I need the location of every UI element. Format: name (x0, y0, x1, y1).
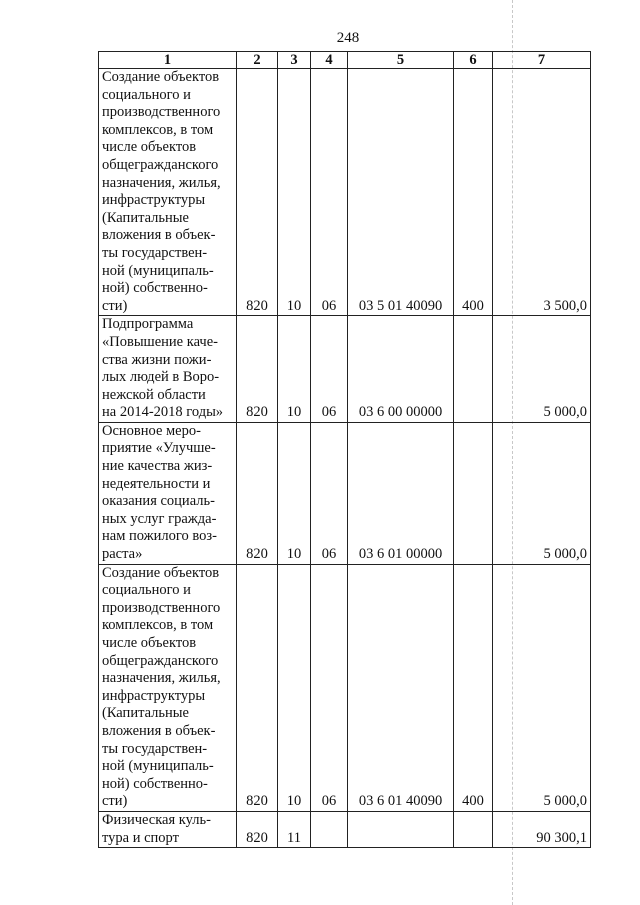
target-article-cell: 03 6 01 00000 (348, 422, 454, 564)
amount-cell: 5 000,0 (493, 422, 591, 564)
row-name-line: ства жизни пожи- (102, 351, 212, 368)
row-name-line: комплексов, в том (102, 617, 214, 634)
row-name-line: ты государствен- (102, 244, 208, 261)
row-name-line: сти) (102, 793, 128, 810)
budget-table (98, 51, 591, 848)
row-name-line: назначения, жилья, (102, 670, 221, 687)
amount-cell: 5 000,0 (493, 316, 591, 423)
ministry-code-cell: 820 (237, 69, 278, 316)
row-name-line: ной) собственно- (102, 280, 208, 297)
subsection-code-cell: 06 (311, 564, 348, 811)
row-name-line: вложения в объек- (102, 722, 216, 739)
header-row (99, 52, 591, 69)
table-row (99, 811, 591, 847)
subsection-code-cell: 06 (311, 316, 348, 423)
subsection-code-cell: 06 (311, 69, 348, 316)
row-name-cell (99, 316, 237, 423)
subsection-code-cell: 06 (311, 422, 348, 564)
row-name-line: общегражданского (102, 652, 219, 669)
row-name-line: лых людей в Воро- (102, 369, 220, 386)
section-code-cell: 10 (278, 316, 311, 423)
ministry-code-cell: 820 (237, 422, 278, 564)
row-name-cell (99, 69, 237, 316)
expense-type-cell (454, 316, 493, 423)
row-name-line: социального и (102, 582, 191, 599)
row-name-line: ной) собственно- (102, 775, 208, 792)
row-name-line: ние качества жиз- (102, 458, 213, 475)
ministry-code-cell: 820 (237, 316, 278, 423)
header-col-2: 2 (237, 52, 278, 69)
row-name-line: общегражданского (102, 156, 219, 173)
header-col-4: 4 (311, 52, 348, 69)
row-name-line: назначения, жилья, (102, 174, 221, 191)
section-code-cell: 11 (278, 811, 311, 847)
target-article-cell (348, 811, 454, 847)
row-name-line: Создание объектов (102, 564, 220, 581)
row-name-cell (99, 564, 237, 811)
row-name-line: комплексов, в том (102, 121, 214, 138)
amount-cell: 5 000,0 (493, 564, 591, 811)
row-name-line: числе объектов (102, 139, 197, 156)
target-article-cell: 03 6 01 40090 (348, 564, 454, 811)
row-name-line: социального и (102, 86, 191, 103)
row-name-line: инфраструктуры (102, 192, 206, 209)
row-name-line: ты государствен- (102, 740, 208, 757)
header-col-3: 3 (278, 52, 311, 69)
row-name-line: ной (муниципаль- (102, 758, 214, 775)
row-name-line: производственного (102, 599, 221, 616)
row-name-line: нежской области (102, 386, 206, 403)
table-row (99, 564, 591, 811)
header-col-5: 5 (348, 52, 454, 69)
expense-type-cell (454, 422, 493, 564)
row-name-line: числе объектов (102, 635, 197, 651)
row-name-line: вложения в объек- (102, 227, 216, 244)
row-name-line: Основное меро- (102, 422, 201, 439)
row-name-line: тура и спорт (102, 829, 179, 846)
target-article-cell: 03 6 00 00000 (348, 316, 454, 423)
ministry-code-cell: 820 (237, 811, 278, 847)
row-name-line: «Повышение каче- (102, 333, 218, 350)
subsection-code-cell (311, 811, 348, 847)
row-name-line: (Капитальные (102, 705, 189, 722)
row-name-line: Создание объектов (102, 69, 220, 85)
table-row (99, 422, 591, 564)
expense-type-cell: 400 (454, 69, 493, 316)
expense-type-cell: 400 (454, 564, 493, 811)
row-name-cell (99, 422, 237, 564)
row-name-line: раста» (102, 546, 143, 563)
table-row (99, 69, 591, 316)
row-name-line: нам пожилого воз- (102, 528, 217, 545)
header-col-6: 6 (454, 52, 493, 69)
page-number: 248 (336, 30, 360, 46)
amount-cell: 3 500,0 (493, 69, 591, 316)
section-code-cell: 10 (278, 69, 311, 316)
row-name-line: приятие «Улучше- (102, 440, 216, 457)
row-name-line: (Капитальные (102, 209, 189, 226)
expense-type-cell (454, 811, 493, 847)
row-name-line: ных услуг гражда- (102, 510, 217, 527)
section-code-cell: 10 (278, 564, 311, 811)
row-name-line: Физическая куль- (102, 811, 211, 828)
row-name-line: недеятельности и (102, 475, 211, 492)
row-name-line: ной (муниципаль- (102, 262, 214, 279)
row-name-cell (99, 811, 237, 847)
row-name-line: производственного (102, 104, 221, 121)
table-row (99, 316, 591, 423)
header-col-7: 7 (493, 52, 591, 69)
section-code-cell: 10 (278, 422, 311, 564)
row-name-line: Подпрограмма (102, 316, 194, 333)
row-name-line: сти) (102, 297, 128, 314)
target-article-cell: 03 5 01 40090 (348, 69, 454, 316)
header-col-1: 1 (99, 52, 237, 69)
row-name-line: инфраструктуры (102, 687, 206, 704)
row-name-line: на 2014-2018 годы» (102, 404, 224, 421)
ministry-code-cell: 820 (237, 564, 278, 811)
amount-cell: 90 300,1 (493, 811, 591, 847)
row-name-line: оказания социаль- (102, 493, 215, 510)
